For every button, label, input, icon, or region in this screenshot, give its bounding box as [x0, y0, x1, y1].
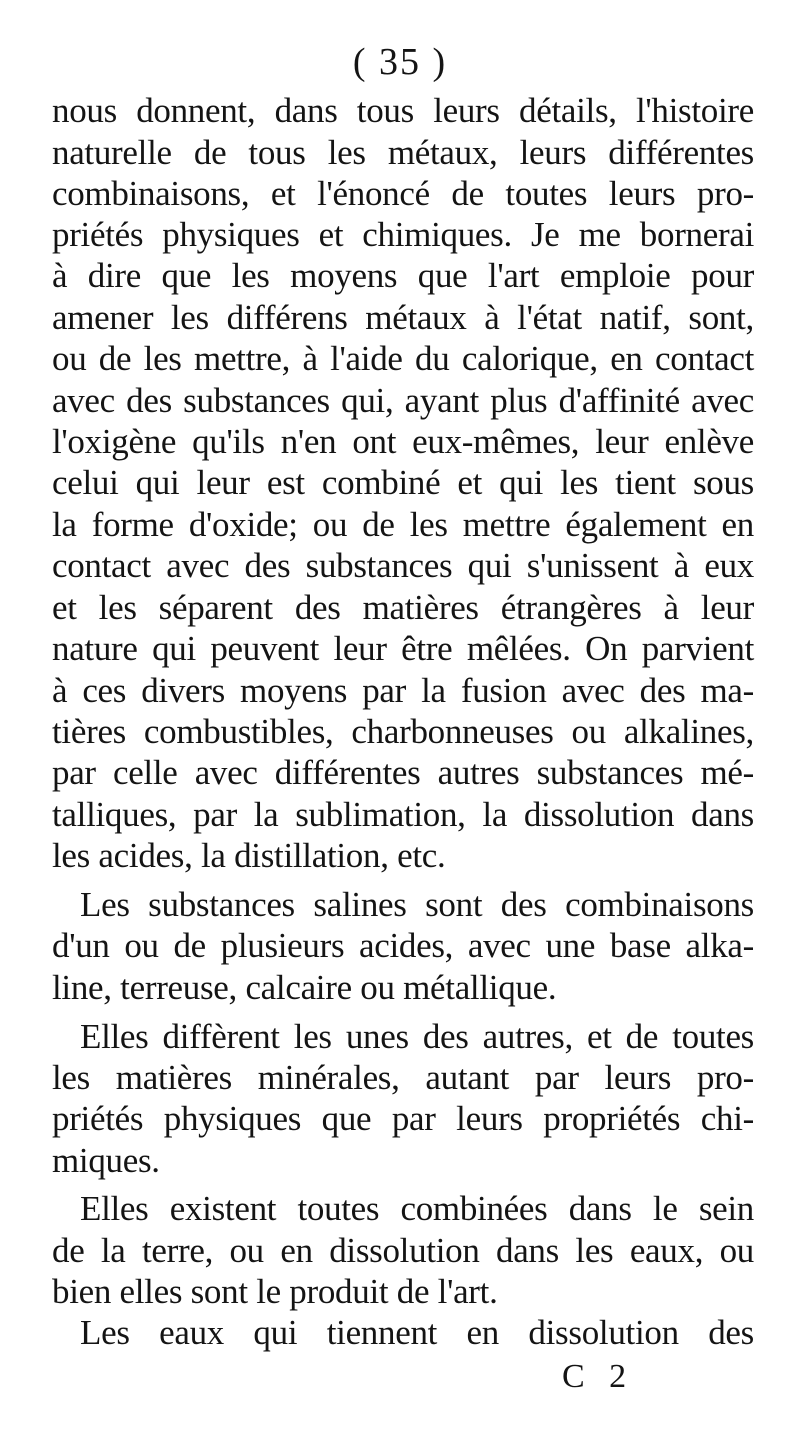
text-line-27: Elles existent toutes combinées dans le sein — [80, 1189, 754, 1228]
text-line-29: bien elles sont le produit de l'art. — [52, 1272, 498, 1311]
text-line-12: contact avec des substances qui s'unissent à eux — [52, 546, 754, 585]
text-line-17: par celle avec différentes autres substances mé- — [52, 753, 754, 792]
text-line-7: ou de les mettre, à l'aide du calorique, en contact — [52, 339, 754, 378]
text-line-23: Elles diffèrent les unes des autres, et de toutes — [80, 1017, 754, 1056]
text-line-6: amener les différens métaux à l'état natif, sont, — [52, 298, 754, 337]
text-line-1: nous donnent, dans tous leurs détails, l'histoire — [52, 91, 754, 130]
text-line-22: line, terreuse, calcaire ou métallique. — [52, 968, 557, 1007]
text-line-8: avec des substances qui, ayant plus d'affinité avec — [52, 381, 754, 420]
text-line-16: tières combustibles, charbonneuses ou alkalines, — [52, 712, 754, 751]
text-line-30: Les eaux qui tiennent en dissolution des — [80, 1313, 754, 1352]
text-line-21: d'un ou de plusieurs acides, avec une base alka- — [52, 926, 754, 965]
text-line-25: priétés physiques que par leurs propriétés chi- — [52, 1099, 754, 1138]
text-line-18: talliques, par la sublimation, la dissolution dans — [52, 795, 754, 834]
text-line-11: la forme d'oxide; ou de les mettre également en — [52, 505, 754, 544]
text-line-2: naturelle de tous les métaux, leurs différentes — [52, 133, 754, 172]
text-line-9: l'oxigène qu'ils n'en ont eux-mêmes, leur enlève — [52, 422, 754, 461]
text-line-3: combinaisons, et l'énoncé de toutes leurs pro- — [52, 174, 754, 213]
text-line-26: miques. — [52, 1141, 160, 1180]
text-line-15: à ces divers moyens par la fusion avec des ma- — [52, 671, 754, 710]
signature-mark: C 2 — [562, 1358, 635, 1395]
text-line-5: à dire que les moyens que l'art emploie pour — [52, 256, 754, 295]
text-line-20: Les substances salines sont des combinaisons — [80, 885, 754, 924]
text-line-4: priétés physiques et chimiques. Je me bornerai — [52, 215, 754, 254]
text-line-13: et les séparent des matières étrangères à leur — [52, 588, 754, 627]
text-line-19: les acides, la distillation, etc. — [52, 836, 446, 875]
text-line-28: de la terre, ou en dissolution dans les eaux, ou — [52, 1231, 754, 1270]
page-number: ( 35 ) — [352, 41, 448, 83]
text-line-10: celui qui leur est combiné et qui les tient sous — [52, 463, 754, 502]
text-line-24: les matières minérales, autant par leurs pro- — [52, 1058, 754, 1097]
text-line-14: nature qui peuvent leur être mêlées. On parvient — [52, 629, 754, 668]
